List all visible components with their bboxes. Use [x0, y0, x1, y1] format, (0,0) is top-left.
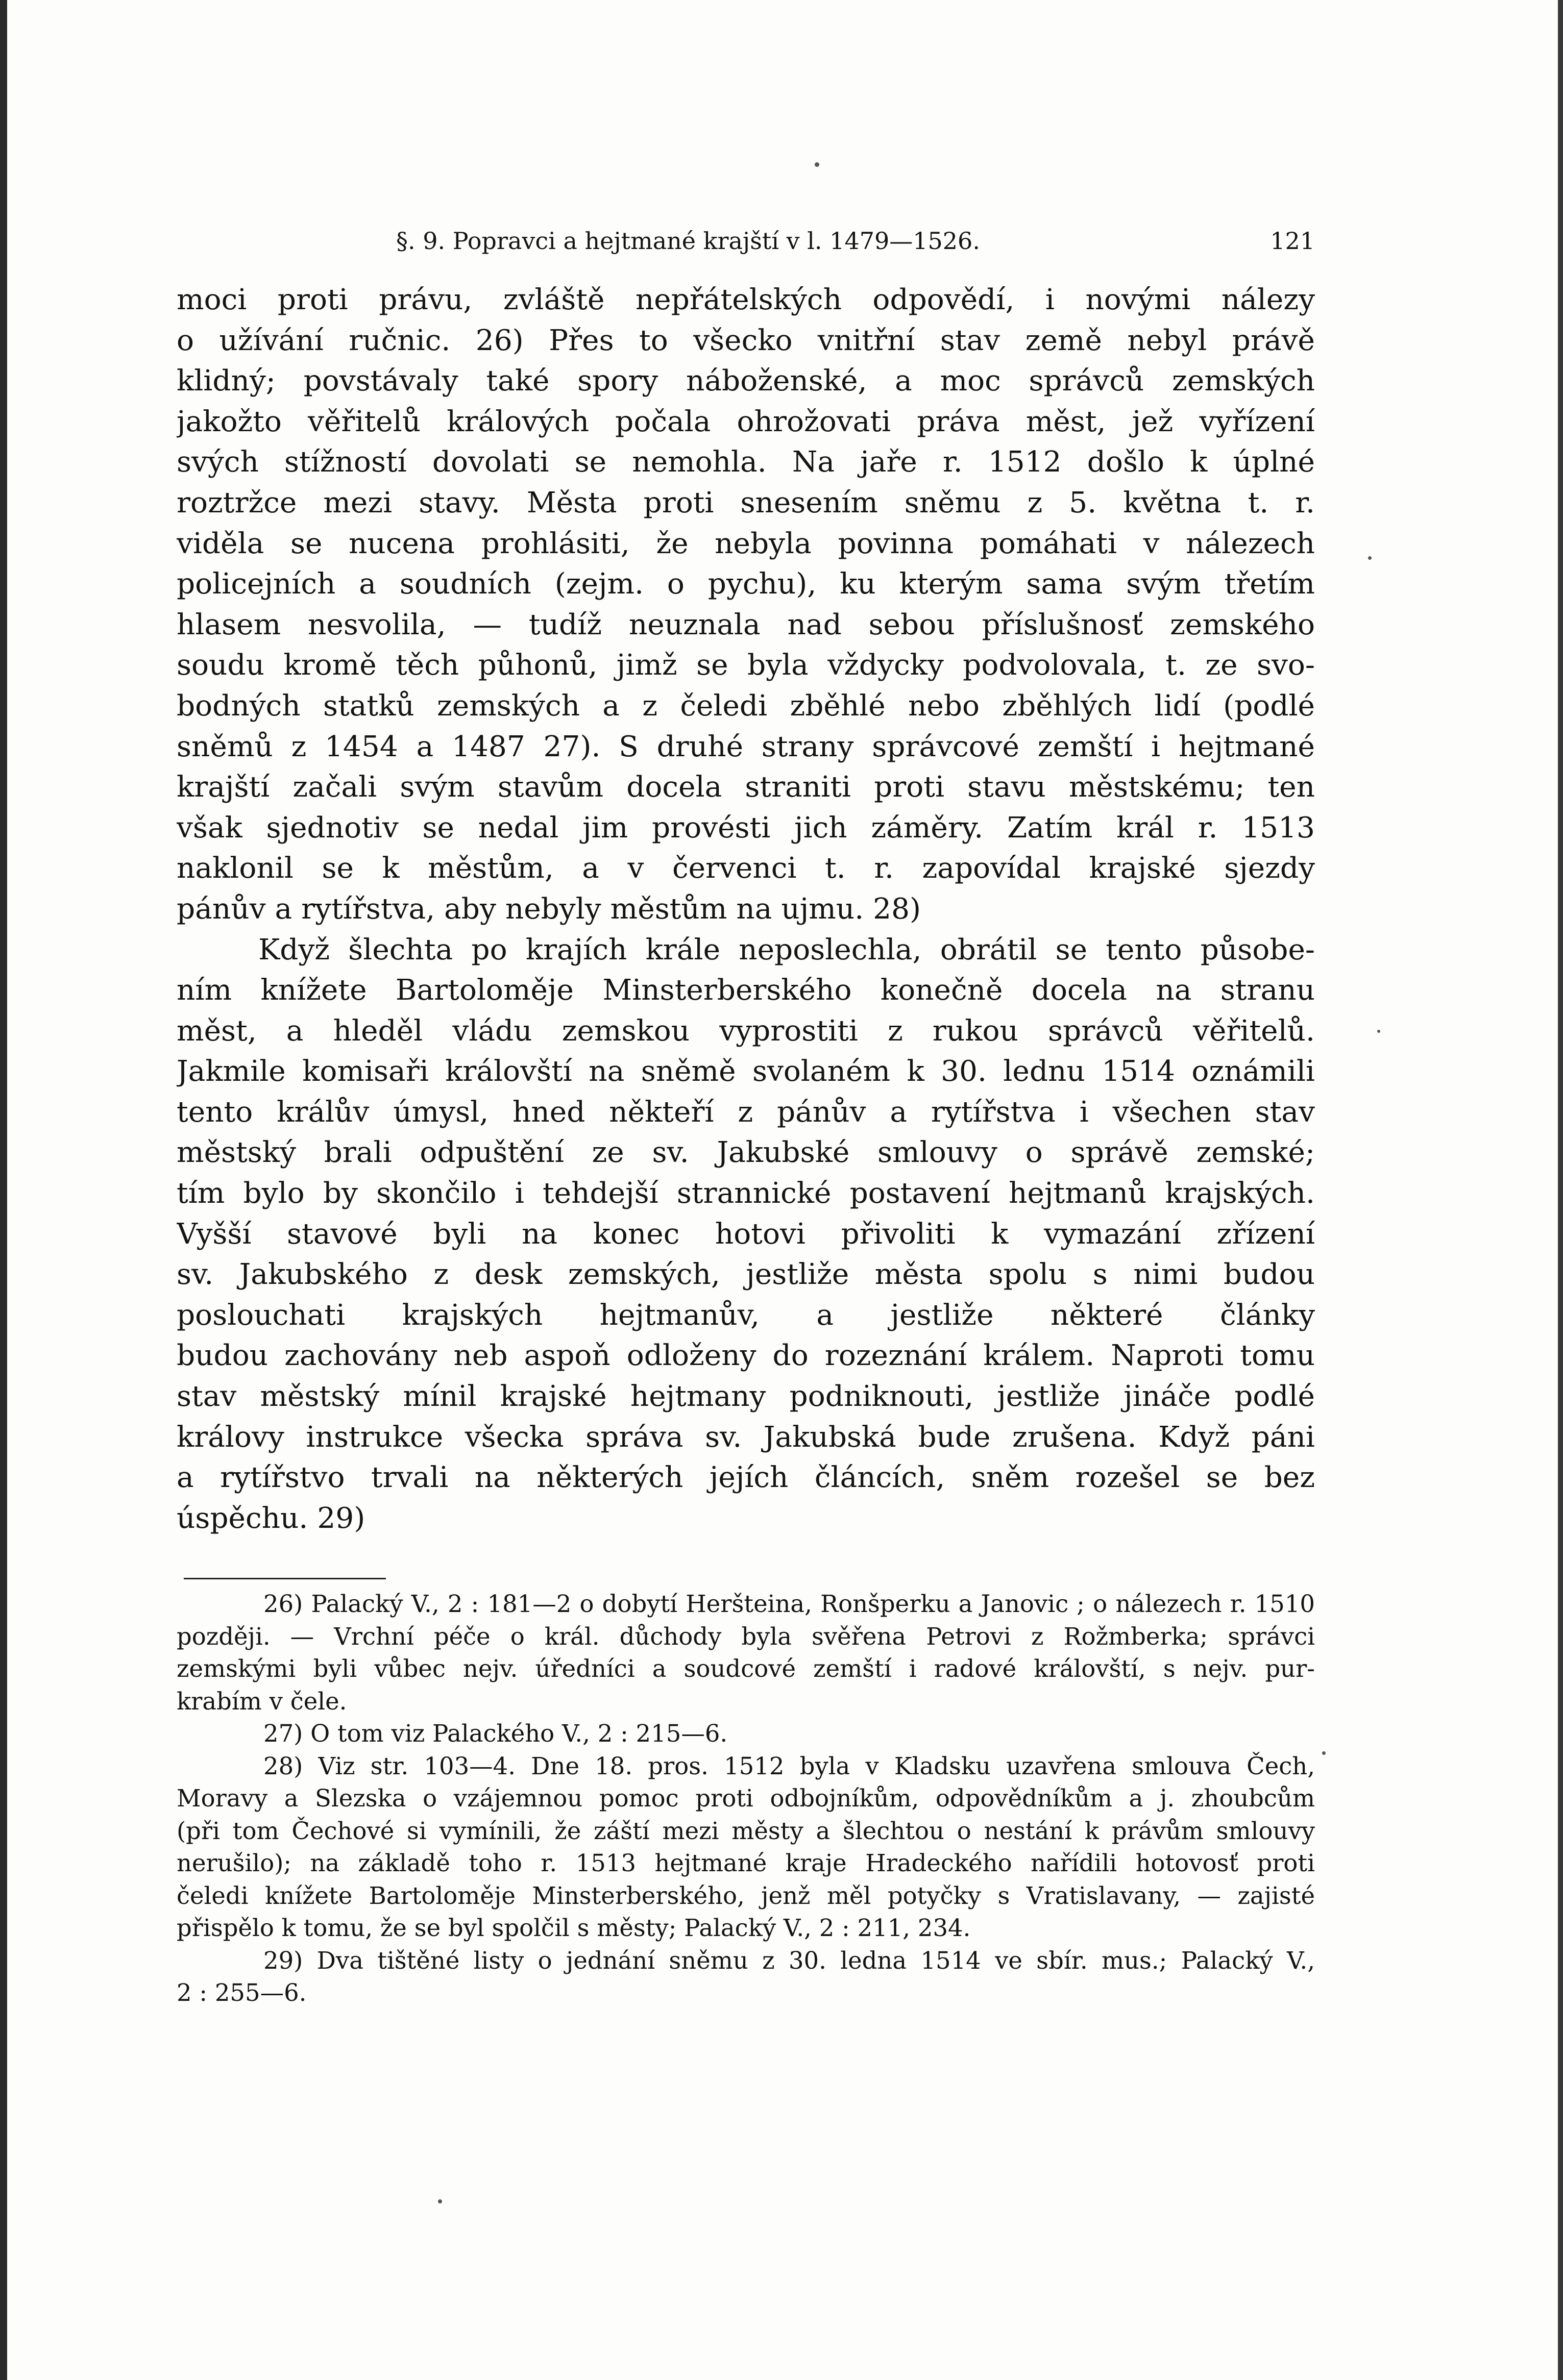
text-line: moci proti právu, zvláště nepřátelských odpovědí, i novými nálezy: [177, 283, 1315, 316]
text-line: tím bylo by skončilo i tehdejší strannické postavení hejtmanů krajských.: [177, 1177, 1315, 1210]
text-line: viděla se nucena prohlásiti, že nebyla povinna pomáhati v nálezech: [177, 527, 1315, 560]
footnote-separator: [184, 1578, 386, 1579]
text-line: úspěchu. 29): [177, 1501, 365, 1535]
text-line: o užívání ručnic. 26) Přes to všecko vnitřní stav země nebyl právě: [177, 324, 1315, 357]
text-line: sv. Jakubského z desk zemských, jestliže města spolu s nimi budou: [177, 1258, 1315, 1292]
text-line: měst, a hleděl vládu zemskou vyprostiti z rukou správců věřitelů.: [177, 1014, 1315, 1048]
page-number: 121: [1270, 227, 1315, 255]
text-line: budou zachovány neb aspoň odloženy do rozeznání králem. Naproti tomu: [177, 1339, 1315, 1373]
ink-speck: [815, 162, 819, 167]
footnote-line: zemskými byli vůbec nejv. úředníci a soudcové zemští i radové královští, s nejv. pur-: [177, 1655, 1315, 1682]
footnote-line: Moravy a Slezska o vzájemnou pomoc proti odbojníkům, odpovědníkům a j. zhoubcům: [177, 1784, 1315, 1812]
text-line: sněmů z 1454 a 1487 27). S druhé strany správcové zemští i hejtmané: [177, 730, 1315, 763]
footnote-line: (při tom Čechové si vymínili, že záští mezi městy a šlechtou o nestání k právům smlouvy: [177, 1817, 1315, 1845]
text-line: jakožto věřitelů králových počala ohrožovati práva měst, jež vyřízení: [177, 405, 1315, 438]
text-line: poslouchati krajských hejtmanův, a jestliže některé články: [177, 1298, 1315, 1332]
ink-speck: [438, 2199, 442, 2203]
footnote-line: 2 : 255—6.: [177, 1979, 307, 2006]
main-text: [177, 280, 1315, 1539]
text-line: roztržce mezi stavy. Města proti snesením sněmu z 5. května t. r.: [177, 486, 1315, 519]
footnote-line: později. — Vrchní péče o král. důchody byla svěřena Petrovi z Rožmberka; správci: [177, 1622, 1315, 1650]
text-line: Vyšší stavové byli na konec hotovi přivoliti k vymazání zřízení: [177, 1217, 1315, 1251]
text-line: Jakmile komisaři královští na sněmě svolaném k 30. lednu 1514 oznámili: [177, 1055, 1315, 1088]
text-line: soudu kromě těch půhonů, jimž se byla vždycky podvolovala, t. ze svo-: [177, 649, 1315, 682]
ink-speck: [1322, 1751, 1326, 1755]
text-line: stav městský mínil krajské hejtmany podniknouti, jestliže jináče podlé: [177, 1380, 1315, 1414]
text-line: hlasem nesvolila, — tudíž neuznala nad sebou příslušnosť zemského: [177, 608, 1315, 641]
running-header: [177, 220, 1315, 261]
running-title: §. 9. Popravci a hejtmané krajští v l. 1479—1526.: [396, 227, 980, 255]
text-line: ním knížete Bartoloměje Minsterberského konečně docela na stranu: [177, 974, 1315, 1007]
text-line: městský brali odpuštění ze sv. Jakubské smlouvy o správě zemské;: [177, 1136, 1315, 1170]
page-edge-right: [1558, 0, 1563, 2380]
text-line: Když šlechta po krajích krále neposlechla, obrátil se tento působe-: [258, 933, 1315, 966]
ink-speck: [1377, 1030, 1380, 1033]
footnote-line: čeledi knížete Bartoloměje Minsterberského, jenž měl potyčky s Vratislavany, — zajisté: [177, 1881, 1315, 1910]
text-line: bodných statků zemských a z čeledi zběhlé nebo zběhlých lidí (podlé: [177, 689, 1315, 723]
footnote-line: 28) Viz str. 103—4. Dne 18. pros. 1512 byla v Kladsku uzavřena smlouva Čech,: [263, 1752, 1315, 1780]
text-line: policejních a soudních (zejm. o pychu), ku kterým sama svým třetím: [177, 567, 1315, 601]
text-line: krajští začali svým stavům docela straniti proti stavu městskému; ten: [177, 771, 1315, 804]
footnote-line: 26) Palacký V., 2 : 181—2 o dobytí Heršteina, Ronšperku a Janovic ; o nálezech r. 1510: [263, 1590, 1315, 1618]
text-line: však sjednotiv se nedal jim provésti jich záměry. Zatím král r. 1513: [177, 811, 1315, 845]
text-line: královy instrukce všecka správa sv. Jakubská bude zrušena. Když páni: [177, 1420, 1315, 1454]
ink-speck: [1368, 556, 1372, 560]
text-line: tento králův úmysl, hned někteří z pánův a rytířstva i všechen stav: [177, 1095, 1315, 1129]
text-line: klidný; povstávaly také spory náboženské, a moc správců zemských: [177, 364, 1315, 398]
text-line: a rytířstvo trvali na některých jejích článcích, sněm rozešel se bez: [177, 1461, 1315, 1495]
footnotes: [177, 1588, 1315, 2010]
text-line: naklonil se k městům, a v červenci t. r. zapovídal krajské sjezdy: [177, 852, 1315, 885]
text-line: svých stížností dovolati se nemohla. Na jaře r. 1512 došlo k úplné: [177, 445, 1315, 479]
footnote-line: krabím v čele.: [177, 1687, 347, 1715]
footnote-line: 29) Dva tištěné listy o jednání sněmu z 30. ledna 1514 ve sbír. mus.; Palacký V.,: [263, 1946, 1315, 1974]
footnote-line: přispělo k tomu, že se byl spolčil s městy; Palacký V., 2 : 211, 234.: [177, 1914, 971, 1942]
page-edge-left: [0, 0, 7, 2380]
text-line: pánův a rytířstva, aby nebyly městům na ujmu. 28): [177, 892, 921, 926]
footnote-line: 27) O tom viz Palackého V., 2 : 215—6.: [263, 1720, 728, 1747]
footnote-line: nerušilo); na základě toho r. 1513 hejtmané kraje Hradeckého nařídili hotovosť proti: [177, 1849, 1315, 1877]
